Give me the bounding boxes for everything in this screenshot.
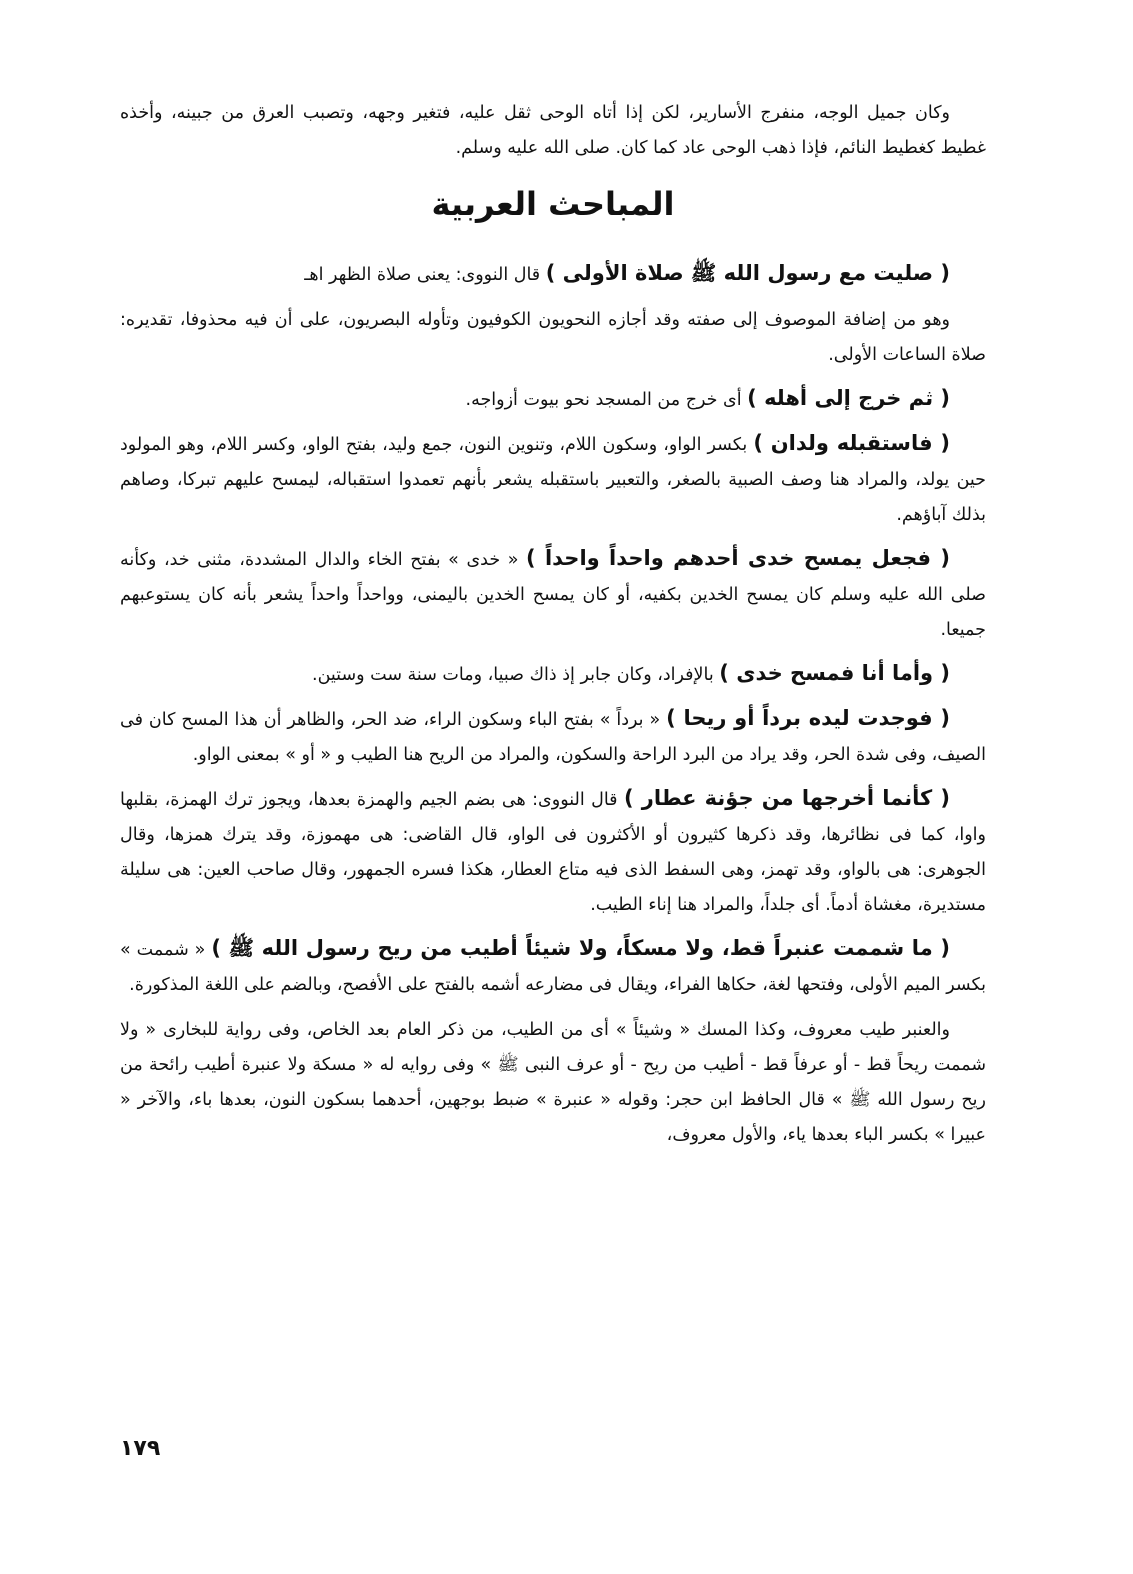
entry-text: والعنبر طيب معروف، وكذا المسك « وشيئاً » أى من الطيب، من ذكر العام بعد الخاص، وفى رواية للبخارى « ولا شممت ريحاً قط - أو عرفاً قط - أطيب من ريح - أو عرف النبى ﷺ » وفى روايه له « مسكة ولا عنبرة أطيب رائحة من ريح رسول الله ﷺ » قال الحافظ ابن حجر: وقوله « عنبرة » ضبط بوجهين، أحدهما بسكون النون، بعدها باء، والآخر « عبيرا » بكسر الباء بعدها ياء، والأول معروف، (120, 1020, 986, 1145)
entry-lemma: ( فاستقبله ولدان ) (753, 431, 950, 455)
entry-text: قال النووى: يعنى صلاة الظهر اهـ (304, 265, 546, 285)
entry-lemma: ( صليت مع رسول الله ﷺ صلاة الأولى ) (545, 261, 950, 285)
section-title: المباحث العربية (431, 185, 675, 223)
entry-text: « شممت » بكسر الميم الأولى، وفتحها لغة، حكاها الفراء، ويقال فى مضارعه أشمه بالفتح على الأفصح، وبالضم على اللغة المذكورة. (120, 940, 986, 995)
entry-paragraph (120, 541, 986, 648)
intro-paragraph (120, 96, 986, 166)
entry-text: « برداً » بفتح الباء وسكون الراء، ضد الحر، والظاهر أن هذا المسح كان فى الصيف، وفى شدة الحر، وقد يراد من البرد الراحة والسكون، والمراد من الريح هنا الطيب و « أو » بمعنى الواو. (120, 710, 986, 765)
entry-text: قال النووى: هى بضم الجيم والهمزة بعدها، ويجوز ترك الهمزة، بقلبها واوا، كما فى نظائرها، وقد ذكرها كثيرون أو الأكثرون فى الواو، قال القاضى: هى مهموزة، وقد يترك همزها، وقال الجوهرى: هى بالواو، وقد تهمز، وهى السفط الذى فيه متاع العطار، هكذا فسره الجمهور، وقال صاحب العين: هى سليلة مستديرة، مغشاة أدماً. أى جلداً، والمراد هنا إناء الطيب. (120, 790, 986, 915)
entry-text: « خدى » بفتح الخاء والدال المشددة، مثنى خد، وكأنه صلى الله عليه وسلم كان يمسح الخدين بكفيه، أو كان يمسح الخدين باليمنى، وواحداً واحداً يشعر بأنه كان يستوعبهم جميعا. (120, 550, 986, 640)
entry-text: أى خرج من المسجد نحو بيوت أزواجه. (465, 390, 748, 410)
entry-text: بكسر الواو، وسكون اللام، وتنوين النون، جمع وليد، بفتح الواو، وكسر اللام، وهو المولود حين يولد، والمراد هنا وصف الصبية بالصغر، والتعبير باستقبله يشعر بأنهم تعمدوا استقباله، ليمسح عليهم تبركا، وصاهم بذلك آباؤهم. (120, 435, 986, 525)
entry-paragraph (120, 781, 986, 923)
entry-text: وهو من إضافة الموصوف إلى صفته وقد أجازه النحويون الكوفيون وتأوله البصريون، على أن فيه محذوفا، تقديره: صلاة الساعات الأولى. (120, 310, 986, 365)
entry-lemma: ( وأما أنا فمسح خدى ) (719, 661, 950, 685)
document-page (120, 96, 986, 1516)
entry-lemma: ( كأنما أخرجها من جؤنة عطار ) (623, 786, 950, 810)
entry-paragraph (120, 301, 986, 373)
intro-text: وكان جميل الوجه، منفرج الأسارير، لكن إذا أتاه الوحى ثقل عليه، فتغير وجهه، وتصبب العرق من جبينه، وأخذه غطيط كغطيط النائم، فإذا ذهب الوحى عاد كما كان. صلى الله عليه وسلم. (120, 103, 986, 158)
entry-paragraph (120, 256, 986, 293)
entry-text: بالإفراد، وكان جابر إذ ذاك صبيا، ومات سنة ست وستين. (312, 665, 720, 685)
entry-paragraph (120, 426, 986, 533)
entry-lemma: ( فجعل يمسح خدى أحدهم واحداً واحداً ) (526, 546, 950, 570)
entry-lemma: ( ثم خرج إلى أهله ) (747, 386, 950, 410)
page-number: ١٧٩ (120, 1436, 161, 1461)
entry-paragraph (120, 656, 986, 693)
entry-paragraph (120, 701, 986, 773)
entry-paragraph (120, 1011, 986, 1153)
entry-paragraph (120, 381, 986, 418)
entry-lemma: ( فوجدت ليده برداً أو ريحا ) (666, 706, 950, 730)
entry-paragraph (120, 931, 986, 1003)
entry-lemma: ( ما شممت عنبراً قط، ولا مسكاً، ولا شيئاً أطيب من ريح رسول الله ﷺ ) (211, 936, 950, 960)
